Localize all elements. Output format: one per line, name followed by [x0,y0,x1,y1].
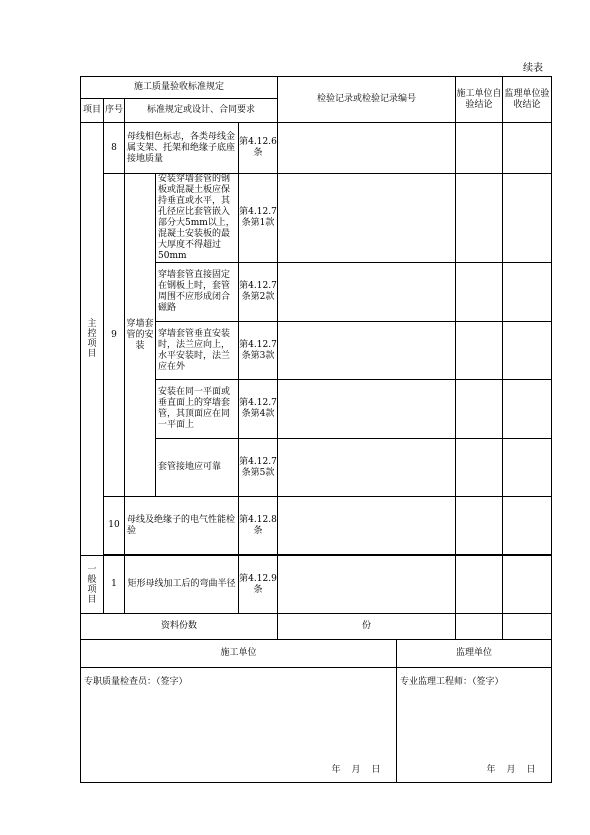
copies-cell[interactable] [503,614,552,640]
header-supervisor-eval: 监理单位验收结论 [503,77,552,123]
contractor-date: 年 月 日 [331,765,381,775]
supervisor-cell[interactable] [503,123,552,174]
record-cell[interactable] [278,497,456,555]
contractor-cell[interactable] [456,380,503,439]
copies-cell[interactable] [456,614,503,640]
row-seq: 8 [104,123,125,174]
supervisor-cell[interactable] [503,174,552,263]
contractor-cell[interactable] [456,497,503,555]
contractor-sign-area[interactable] [81,668,397,783]
sub-desc: 穿墙套管直接固定在钢板上时，套管周围不应形成闭合磁路 [156,263,239,322]
supervisor-cell[interactable] [503,322,552,380]
sub-clause: 第4.12.7条第3款 [239,322,278,380]
record-cell[interactable] [278,380,456,439]
row-group: 穿墙套管的安装 [125,174,156,497]
sub-clause: 第4.12.7条第5款 [239,439,278,497]
supervisor-date: 年 月 日 [486,765,536,775]
data-copies-label: 资料份数 [81,614,278,640]
record-cell[interactable] [278,263,456,322]
sub-clause: 第4.12.7条第4款 [239,380,278,439]
contractor-cell[interactable] [456,322,503,380]
header-std-group: 施工质量验收标准规定 [81,77,278,99]
row-clause: 第4.12.6条 [239,123,278,174]
general-items-label: 一般项目 [81,556,104,614]
row-seq: 10 [104,497,125,555]
contractor-cell[interactable] [456,123,503,174]
record-cell[interactable] [278,174,456,263]
copies-unit: 份 [278,614,456,640]
contractor-cell[interactable] [456,263,503,322]
supervisor-cell[interactable] [503,556,552,614]
row-desc: 母线及绝缘子的电气性能检验 [125,497,239,555]
sub-desc: 安装在同一平面或垂直面上的穿墙套管，其顶面应在同一平面上 [156,380,239,439]
sub-desc: 套管接地应可靠 [156,439,239,497]
supervisor-cell[interactable] [503,263,552,322]
record-cell[interactable] [278,322,456,380]
header-contractor-eval: 施工单位自验结论 [456,77,503,123]
contractor-cell[interactable] [456,439,503,497]
continued-label: 续表 [523,63,543,74]
supervisor-cell[interactable] [503,380,552,439]
row-desc: 母线相色标志，各类母线金属支架、托架和绝缘子底座接地质量 [125,123,239,174]
supervisor-engineer-label: 专业监理工程师：（签字） [400,677,504,687]
record-cell[interactable] [278,439,456,497]
sub-clause: 第4.12.7条第2款 [239,263,278,322]
sub-desc: 穿墙套管垂直安装时，法兰应向上，水平安装时，法兰应在外 [156,322,239,380]
contractor-cell[interactable] [456,174,503,263]
row-seq: 9 [104,174,125,497]
sub-clause: 第4.12.7条第1款 [239,174,278,263]
header-record: 检验记录或检验记录编号 [278,77,456,123]
sub-desc: 安装穿墙套管的钢板或混凝土板应保持垂直或水平，其孔径应比套管嵌入部分大5mm以上，混凝土安装板的最大厚度不得超过50mm [156,174,239,263]
inspection-form-table [80,76,552,783]
row-desc: 矩形母线加工后的弯曲半径 [125,556,239,614]
row-clause: 第4.12.9条 [239,556,278,614]
header-seq: 序号 [104,99,125,123]
contractor-cell[interactable] [456,556,503,614]
supervisor-unit-label: 监理单位 [397,640,552,668]
row-seq: 1 [104,556,125,614]
supervisor-cell[interactable] [503,497,552,555]
header-req: 标准规定或设计、合同要求 [125,99,278,123]
supervisor-sign-area[interactable] [397,668,552,783]
supervisor-cell[interactable] [503,439,552,497]
contractor-inspector-label: 专职质量检查员：（签字） [84,677,188,687]
contractor-unit-label: 施工单位 [81,640,397,668]
record-cell[interactable] [278,123,456,174]
header-item: 项目 [81,99,104,123]
record-cell[interactable] [278,556,456,614]
row-clause: 第4.12.8条 [239,497,278,555]
main-items-label: 主控项目 [81,123,104,556]
